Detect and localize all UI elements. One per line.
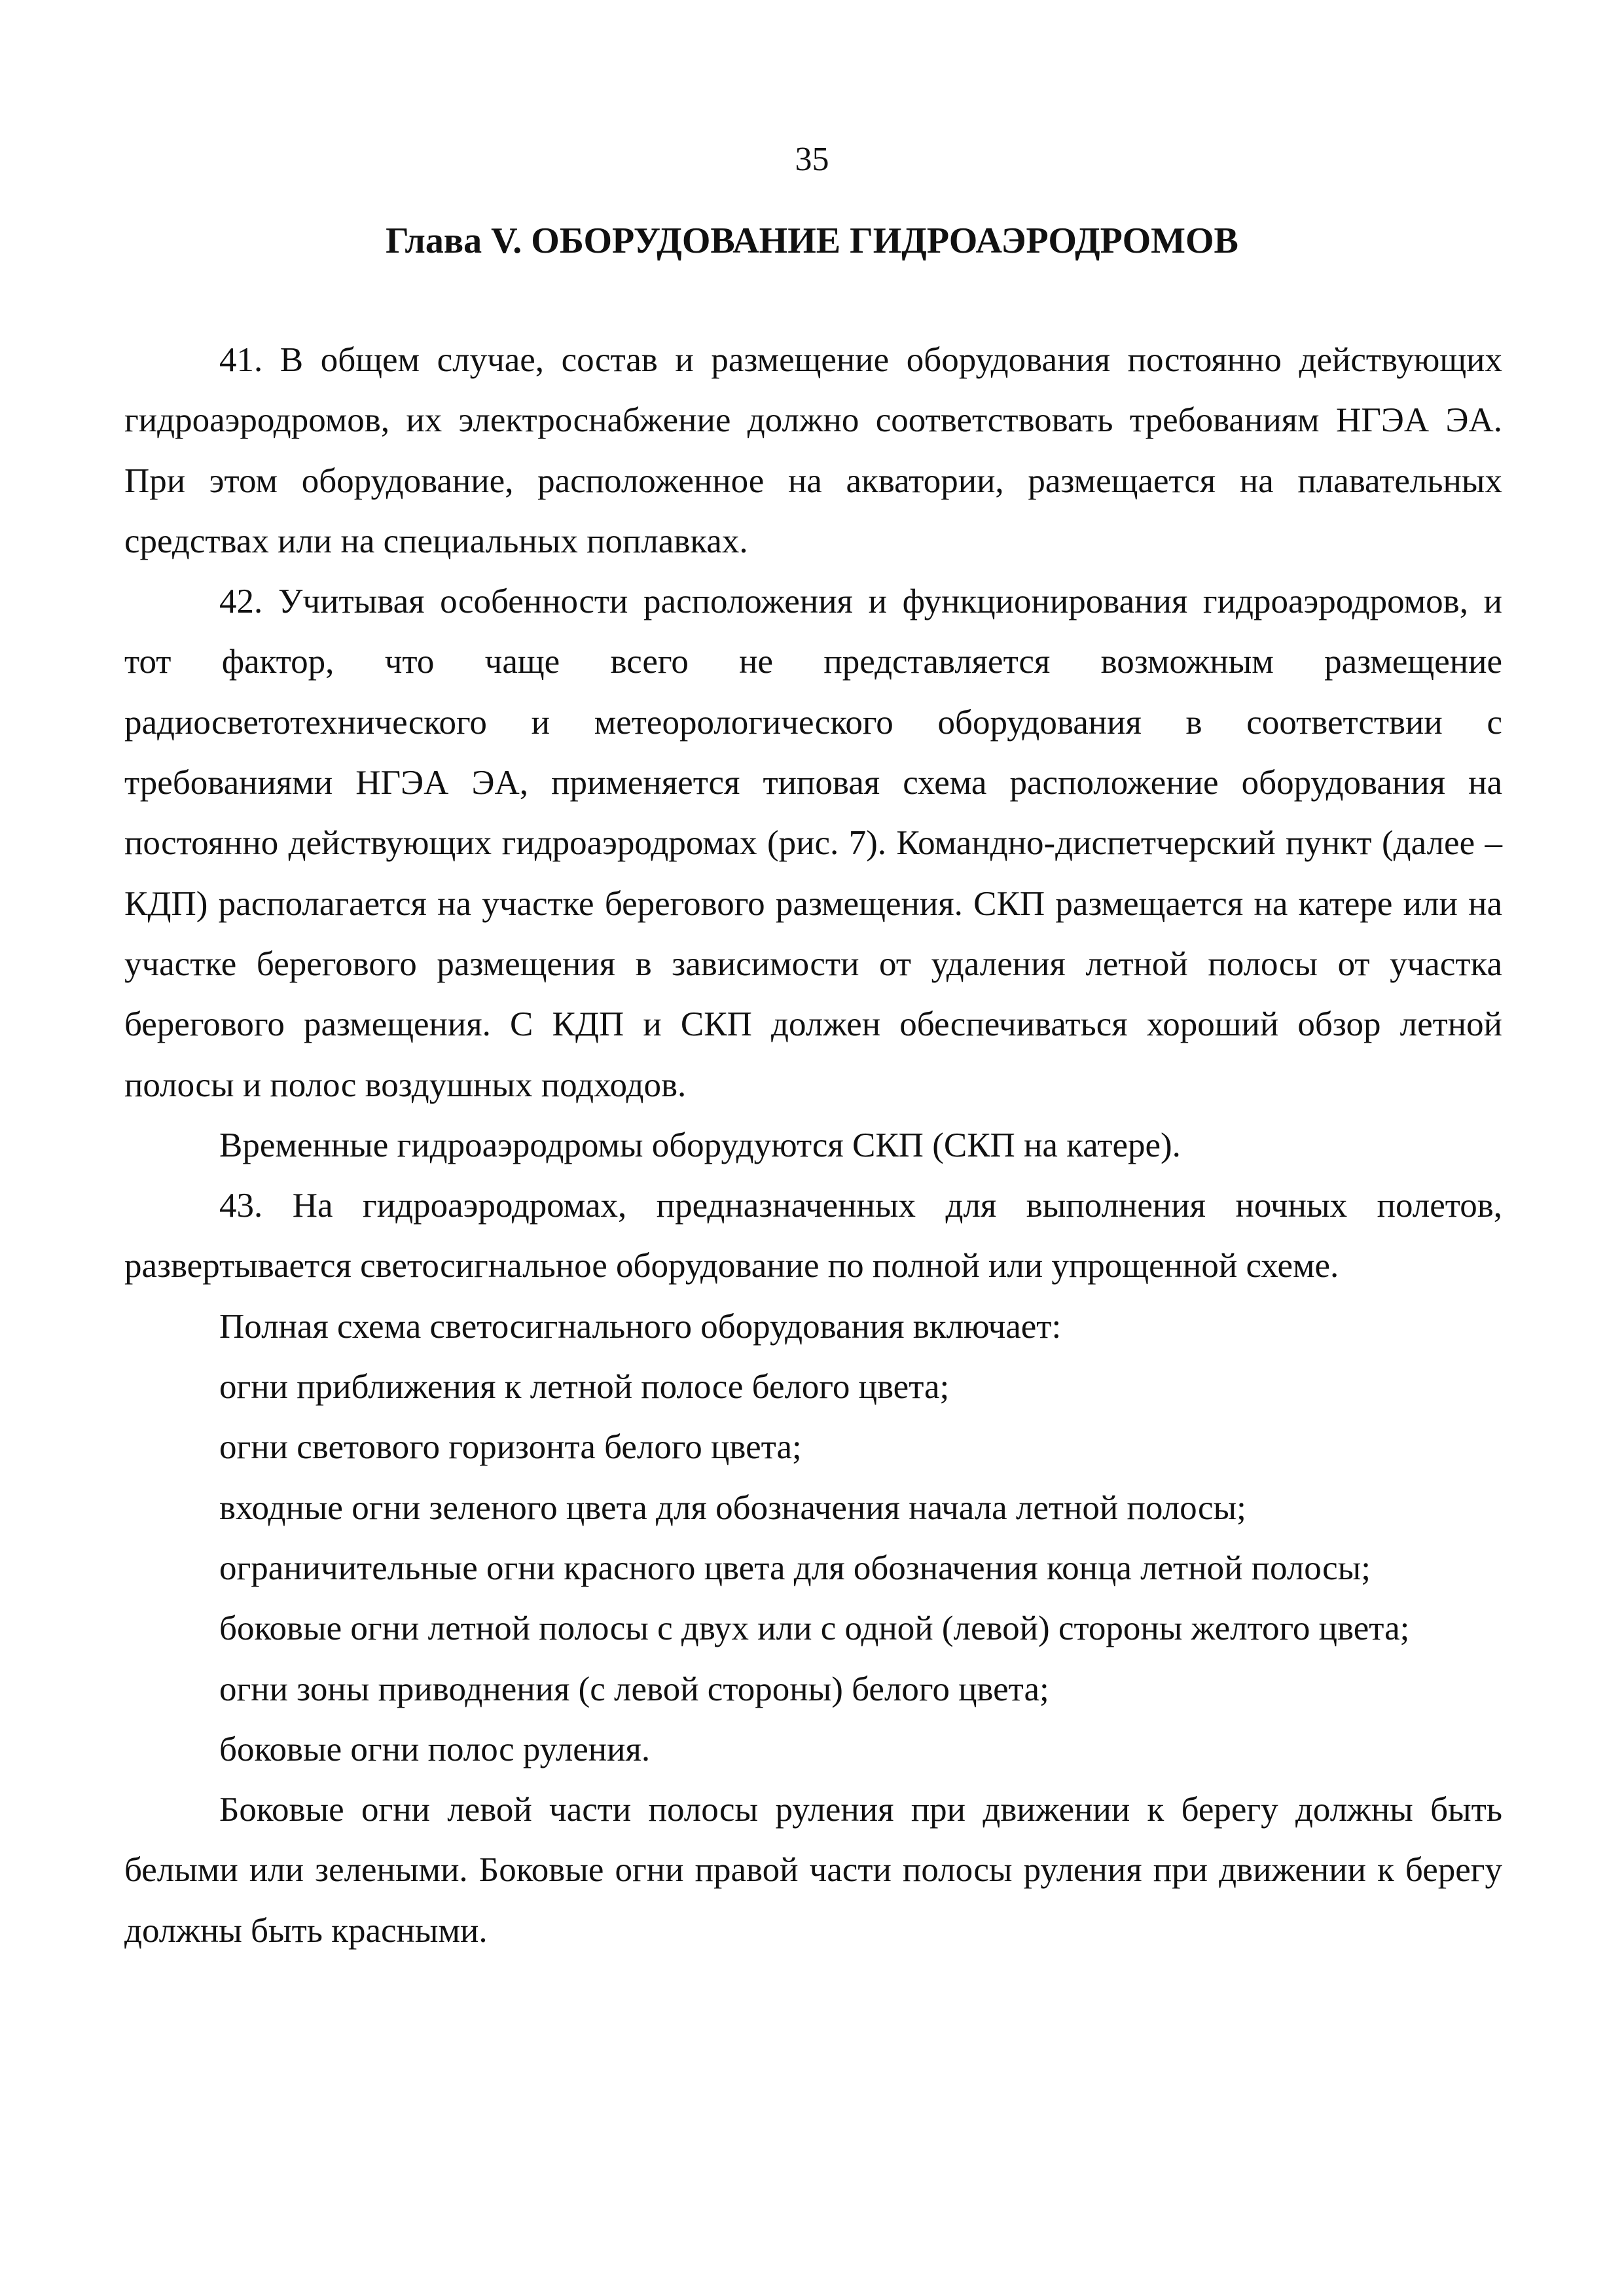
paragraph-42: 42. Учитывая особенности расположения и функционирования гидроаэродромов, и тот фактор, что чаще всего не представляется возможным размещение радиосветотехнического и метеорологического оборудования в соответствии с требованиями НГЭА ЭА, применяется типовая схема расположение оборудования на постоянно действующих гидроаэродромах (рис. 7). Командно-диспетчерский пункт (далее – КДП) располагается на участке берегового размещения. СКП размещается на катере или на участке берегового размещения в зависимости от удаления летной полосы от участка берегового размещения. С КДП и СКП должен обеспечиваться хороший обзор летной полосы и полос воздушных подходов. — [124, 583, 1502, 1104]
list-item: огни светового горизонта белого цвета; — [219, 1428, 802, 1467]
list-item: ограничительные огни красного цвета для обозначения конца летной полосы; — [219, 1549, 1371, 1587]
paragraph-43: 43. На гидроаэродромах, предназначенных для выполнения ночных полетов, развертывается светосигнальное оборудование по полной или упрощенной схеме. — [124, 1187, 1502, 1285]
chapter-title: Глава V. ОБОРУДОВАНИЕ ГИДРОАЭРОДРОМОВ — [386, 221, 1238, 261]
paragraph-41: 41. В общем случае, состав и размещение оборудования постоянно действующих гидроаэродромов, их электроснабжение должно соответствовать требованиям НГЭА ЭА. При этом оборудование, расположенное на акватории, размещается на плавательных средствах или на специальных поплавках. — [124, 341, 1502, 560]
paragraph-temporary-seaplane-bases: Временные гидроаэродромы оборудуются СКП (СКП на катере). — [219, 1126, 1181, 1164]
paragraph-full-scheme-intro: Полная схема светосигнального оборудования включает: — [219, 1307, 1062, 1346]
paragraph-taxiway-side-lights: Боковые огни левой части полосы руления при движении к берегу должны быть белыми или зелеными. Боковые огни правой части полосы руления при движении к берегу должны быть красными. — [124, 1791, 1502, 1950]
list-item: огни зоны приводнения (с левой стороны) белого цвета; — [219, 1670, 1049, 1708]
list-item: входные огни зеленого цвета для обозначения начала летной полосы; — [219, 1488, 1246, 1527]
list-item: огни приближения к летной полосе белого цвета; — [219, 1368, 950, 1407]
list-item: боковые огни полос руления. — [219, 1730, 651, 1768]
page-number: 35 — [795, 141, 829, 178]
list-item: боковые огни летной полосы с двух или с одной (левой) стороны желтого цвета; — [219, 1609, 1410, 1648]
body-text — [124, 330, 1502, 1961]
